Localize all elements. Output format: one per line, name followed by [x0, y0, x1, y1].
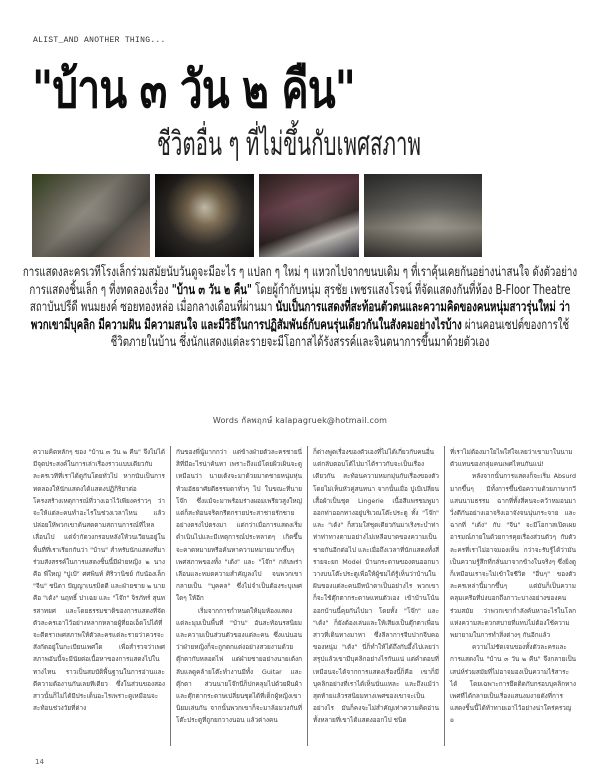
stage-photo-3 — [259, 174, 359, 257]
intro-highlight: นับเป็นการแสดงที่สะท้อนตัวตนและความคิดของคนหนุ่มสาวรุ่นใหม่ ว่าพวกเขามีบุคลิก มีความฝัน มีความสนใจ และมีวิธีในการปฏิสัมพันธ์กับคนรุ่นเดียวกันในสังคมอย่างไรบ้าง — [30, 299, 571, 333]
intro-text-1: การแสดงละครเวทีโรงเล็กร่วมสมัยนับวันดูจะมีอะไร ๆ แปลก ๆ ใหม่ ๆ แหวกไปจากขนบเดิม ๆ ที่เราคุ้นเคยกันอย่างน่าสนใจ ดังตัวอย่างการแสดงชิ้นเล็ก ๆ ที่งทดลองเรื่อง — [22, 264, 578, 298]
intro-text-3: ผ่านคอนเซปต์ของการใช้ชีวิตภายในบ้าน ซึ่งนักแสดงแต่ละรายจะมีโอกาสได้รังสรรค์และจินตนาการขึ้นมาด้วยตัวเอง — [110, 316, 570, 350]
body-paragraph: ความคิดหลักๆ ของ "บ้าน ๓ วัน ๒ คืน" จึงไม่ได้มีจุดประสงค์ในการเล่าเรื่องราวแบบเดียวกับละครเวทีที่เราได้ดูกันโดยทั่วไป หากนับเป็นการทดลองให้นักแสดงได้แสดงปฏิกิริยาต่อโครงสร้างเหตุการณ์ที่วางเอาไว้เพียงคร่าวๆ ว่าจะให้แต่ละคนทำอะไรในช่วงเวลาไหน แล้วปล่อยให้พวกเขาด้นสดตามสถานการณ์ที่ไหลเลื่อนไป แต่จำกัดวงกรอบหลังให้วนเวียนอยู่ในพื้นที่ที่เราเรียกกันว่า "บ้าน" สำหรับนักแสดงที่มาร่วมสังสรรค์ในการแสดงชิ้นนี้มีฝ่ายหญิง ๒ นาง คือ พี่ใหญ่ "ปูเป้" ศศพินท์ ศิริวานิชย์ กับน้องเล็ก "จีน" ชนิดา ปัญญาเนรมิตดี และฝ่ายชาย ๒ นาย คือ "เต้ง" นฤทธิ์ ปาเฉย และ "โจ๊ก" จิรภัทร์ สุนทรสาทยศ และโดยธรรมชาติของการแสดงที่จัดตัวละครเอาไว้อย่างหลากหลายผู้ที่ยอเอ็ดโปได้ที่จะตีตราเพศสภาพให้ตัวละครแต่ละรายว่าควรจะสังกัดอยู่ในกะเบียนเพศใด เพื่อสำรวจว่าเพศสภาพอันนี้จะมีนัยต่อเนื้อหาของการแสดงไปในทางไหน ราวเป็นสมบัติพื้นฐานในการอ่านและตีความต้องานกันเลยทีเดียว ซึ่งในส่วนของสองสาวนั้นก็ไม่ได้มีประเด็นอะไรเพราะดูเหมือนจะสะท้อนช่วงวัยที่ต่าง — [33, 448, 165, 713]
page-number: 14 — [35, 758, 44, 766]
byline: Words กัลพฤกษ์ kalapagruek@hotmail.com — [212, 416, 388, 425]
stage-photo-2 — [155, 174, 254, 257]
body-column-3 — [307, 446, 444, 746]
body-column-2 — [170, 446, 307, 746]
intro-paragraph — [20, 264, 580, 352]
body-paragraph: ก็ต่างพูดเรื่องของตัวเองที่ไม่ได้เกี่ยวกับคนอื่น แต่กลับตอบโต้ไปมาได้ราวกับจะเป็นเรื่องเดียวกัน สะท้อนความหมกมุ่นกับเรื่องของตัวโดยไม่เห็นหัวคู่สนทนา จากนั้นเมื่อ ปูเป้เปลี่ยนเสื้อผ้าเป็นชุด Lingerie เนื้อสีแพรชมพูมาออกท่าออกทางอยู่บริเวณโต๊ะประตู ทั้ง "โจ๊ก" และ "เต้ง" ก็สวมใส่ชุดเดียวกันมาเริงระบำท่าท่าท่าทางตามอย่างไม่เหลือบาดของความเป็นชายกันอีกต่อไป และเมื่อถึงเวลาที่นักแสดงทั้งสี่รายจะยก Model บ้านกระดาษของตนออกมาวางบนโต๊ะประตูเพื่อให้ผู้ชมได้รู้เห็นว่าบ้านในฝันของแต่ละคนมีหน้าตาเป็นอย่างไร พวกเขาก็จะใช้ตุ๊กตากระดาษแทนตัวเอง เข้าบ้านโน้นออกบ้านนี้คุยกันไปมา โดยทั้ง "โจ๊ก" และ "เต้ง" ก็ยังต้องเล่นและให้เสียงเป็นตุ๊กตาเพื่อนสาวที่เดินทางมาหา ซึ่งลีลาการจีบปากจีบคอของหนุ่ม "เต้ง" นี่ก็ทำให้ได้ถึงกับอึ้งไปเลยว่าสรุปแล้วเขามีบุคลิกอย่างไรกันแน่ แต่คำตอบที่เหมือนจะได้จากการแสดงเรื่องนี้ก็คือ เขาก็มีบุคลิกอย่างที่เราได้เห็นนั่นแหละ และถึงแม้ว่าสุดท้ายแล้วรสนิยมทางเพศของเขาจะเป็นอย่างไร มันก็คงจะไม่สำคัญเท่าความคิดอ่านทั้งหลายที่เขาได้แสดงออกไป ชนิด — [313, 448, 439, 725]
body-column-1 — [33, 446, 170, 746]
section-tag: ALIST_AND ANOTHER THING... — [33, 36, 166, 45]
body-paragraph: หลังจากนั้นการแสดงก็จะเริ่ม Absurd มากขึ้นๆ มีทั้งการขึ้นข้อความด้วยภาษากวีแสนนามธรรม ฉากที่ทั้งสี่คนจะคว้าหมอนมาวิ่งตีกันอย่างเอาจริงเอาจังจนนุ่นกระจาย และฉากที่ "เต้ง" กับ "จีน" จะมีโอกาสเปิดเผยอารมณ์ภายในด้วยการคุยเรื่องส่วนตัวๆ กับตัวละครที่เราไม่อาจมองเห็น กว่าจะรับรู้ได้ว่ามันเป็นความรู้สึกที่กลั่นมาจากข้างในจริงๆ ซึ่งยิ่งดูก็เหมือนเราจะไม่เข้าใจชีวิต "อื่นๆ" ของตัวละครเหล่านี้มากขึ้นๆ แต่มันก็เป็นความคลุมเครือที่บ่งบอกถึงภาวะบางอย่างของคนร่วมสมัย ว่าพวกเขากำลังค้นหาอะไรในโลกแห่งความสะดวกสบายที่แทบไม่ต้องใช้ความพยายามในการทำสิ่งต่างๆ กันอีกแล้ว — [450, 472, 576, 640]
intro-text-2: โดยผู้กำกับหนุ่ม สุรชัย เพชรแสงโรจน์ ที่จัดแสดงกันที่ห้อง B-Floor Theatre สถาบันปรีดี พนมยงค์ ซอยทองหล่อ เมื่อกลางเดือนที่ผ่านมา — [29, 281, 571, 315]
body-columns — [33, 446, 591, 746]
body-paragraph: ที่เราไม่ต้องมาใยไพใส่ใจเลยว่าเขามาในนามตัวแทนของกลุ่มคนเพศไหนกันแน่! — [450, 448, 573, 469]
body-paragraph: กันของพี่นู้มากกว่า แต่ข้างฝ่ายตัวละครชายนี่สิที่มีอะไรน่าค้นหา เพราะถึงแม้โดยผิวเผินจะดูเหมือนว่า นายเต้งจะมาด้วยมาดชายหนุ่มหุ่นท้วมอัธยาศัยดีธรรมดาทั่วๆ ไป ในขณะที่นายโจ๊ก ซึ่งแม้จะมาพร้อมร่างผอมเพรียวสูงใหญ่แต่ก็สะท้อนจริตกรีดกรายประสาชายรักชายอย่างตรงไปตรงมา แต่กว่าเมื่อการแสดงเริ่มดำเนินไปและมีเหตุการณ์ประหลาดๆ เกิดขึ้นจะคาดหมายหรือค้นหาความหมายมากขึ้นๆ เพศสภาพของทั้ง "เต้ง" และ "โจ๊ก" กลับพร่าเลือนและหมดความสำคัญลงไป จนพวกเขากลายเป็น "บุคคล" ซึ่งไม่จำเป็นต้องระบุเพศใดๆ ให้อีก — [176, 448, 302, 603]
intro-title-bold: "บ้าน ๓ วัน ๒ คืน" — [171, 281, 252, 298]
body-paragraph: ความไม่ชัดเจนของทั้งตัวละครและการแสดงใน "บ้าน ๓ วัน ๒ คืน" จึงกลายเป็นเสน่ห์ร่วมสมัยที่ไม่อาจมองเป็นความไร้สาระได้ โดยเฉพาะการยึดติดกับกรอบบุคลิกทางเพศที่ได้กลายเป็นเรื่องแสนงมงายดังที่การแสดงชิ้นนี้ได้ท้าทายเอาไว้อย่างน่าใคร่ครวญ ๏ — [450, 643, 576, 725]
photo-strip — [32, 174, 482, 257]
article-title: "บ้าน ๓ วัน ๒ คืน" — [32, 60, 356, 120]
body-column-4 — [444, 446, 581, 746]
stage-photo-4 — [364, 174, 482, 257]
article-subtitle: ชีวิตอื่น ๆ ที่ไม่ขึ้นกับเพศสภาพ — [157, 124, 421, 163]
body-paragraph: เริ่มจากการกำหนดให้มุมห้องแสดงแต่ละมุมเป็นพื้นที่ "บ้าน" อันสะท้อนรสนิยมและความเป็นส่วนตัวของแต่ละคน ซึ่งแน่นอนว่าฝ่ายหญิงก็จะถูกตกแต่งอย่างสวยงามด้วยตุ๊กตากับหลอดไฟ แต่ฝ่ายชายอย่างนายเต้งกลับแลดูคล้ายโต๊ะทำงานมีทั้ง Guitar และตุ๊กตา ส่วนนายโจ๊กนี่ก็ปกคลุมไปด้วยผืนผ้าและตุ๊กตากระดาษเปลี่ยนชุดได้ที่เด็กผู้หญิงเขานิยมเล่นกัน จากนั้นพวกเขาก็จะมาล้อมวงกันที่โต๊ะประตูที่ถูกยกวางนอน แล้วต่างคน — [176, 606, 302, 725]
stage-photo-1 — [32, 174, 150, 257]
